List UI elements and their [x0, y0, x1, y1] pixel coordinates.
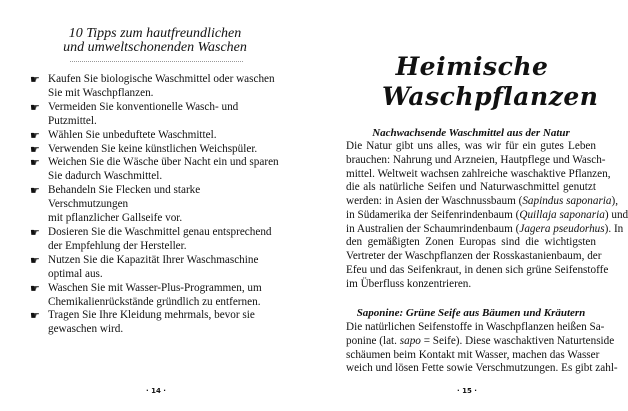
- right-page: [312, 0, 628, 411]
- title-divider: [70, 61, 243, 62]
- page-number-right: · 15 ·: [457, 387, 477, 395]
- section1-subheading: Nachwachsende Waschmittel aus der Natur: [372, 127, 570, 139]
- tip-item: [30, 101, 280, 129]
- tips-list: [30, 73, 280, 337]
- body-line: mittel. Weltweit wachsen zahlreiche waschaktive Pflanzen,: [346, 167, 611, 180]
- tip-text-line: Nutzen Sie die Kapazität Ihrer Waschmaschine: [48, 253, 259, 266]
- latin-name: Sapindus saponaria: [522, 195, 612, 207]
- tip-text-line: Weichen Sie die Wäsche über Nacht ein und sparen: [48, 156, 279, 169]
- tip-text-line: der Empfehlung der Hersteller.: [48, 239, 187, 252]
- tips-title-line2: und umweltschonenden Waschen: [63, 40, 247, 55]
- body-text: in Südamerika der Seifenrindenbaum (: [346, 208, 520, 221]
- tips-title: [40, 27, 270, 55]
- chapter-heading-line1: Heimische: [395, 52, 549, 81]
- section2-subheading: Saponine: Grüne Seife aus Bäumen und Kräutern: [356, 307, 586, 319]
- pointing-hand-icon: ☛: [30, 225, 40, 239]
- pointing-hand-icon: ☛: [30, 100, 40, 114]
- tip-item: [30, 226, 280, 254]
- tip-text-line: Sie dadurch Waschmittel.: [48, 170, 163, 183]
- tip-item: [30, 184, 280, 226]
- body-line: weich und lösen Fette sowie Verschmutzungen. Es gibt zahl-: [346, 362, 618, 375]
- pointing-hand-icon: ☛: [30, 142, 40, 156]
- tip-item: [30, 156, 280, 184]
- left-page: [0, 0, 312, 411]
- body-line: die als natürliche Seifen und Naturwaschmittel genutzt: [346, 181, 596, 194]
- tip-item: [30, 129, 280, 143]
- latin-name: Jagera pseudorhus: [519, 222, 605, 235]
- pointing-hand-icon: ☛: [30, 156, 40, 170]
- body-line: den gemäßigten Zonen Europas sind die wichtigsten: [346, 236, 596, 249]
- tip-text-line: Wählen Sie unbeduftete Waschmittel.: [48, 128, 217, 141]
- latin-name: sapo: [399, 334, 421, 347]
- body-text: = Seife). Diese waschaktiven Naturtenside: [420, 334, 615, 347]
- tip-text-line: Sie mit Waschpflanzen.: [48, 86, 154, 99]
- body-line: Vertreter der Waschpflanzen der Rosskastanienbaum, der: [346, 250, 602, 262]
- tip-item: [30, 254, 280, 282]
- pointing-hand-icon: ☛: [30, 73, 40, 86]
- body-text: ). In: [604, 222, 624, 235]
- body-line: brauchen: Nahrung und Arzneien, Hautpflege und Wasch-: [346, 153, 606, 166]
- body-line: Die Natur gibt uns alles, was wir für ein gutes Leben: [346, 140, 596, 152]
- tip-text-line: gewaschen wird.: [48, 323, 124, 336]
- tip-item: [30, 309, 280, 337]
- body-line: [346, 195, 619, 209]
- body-line: [346, 334, 615, 349]
- tip-text-line: Tragen Sie Ihre Kleidung mehrmals, bevor sie: [48, 309, 255, 322]
- pointing-hand-icon: ☛: [30, 128, 40, 142]
- chapter-heading: [382, 52, 599, 112]
- section1-body: [346, 140, 628, 291]
- body-text: ponine (lat.: [346, 334, 400, 347]
- body-text: ) und: [604, 208, 628, 221]
- body-line: Die natürlichen Seifenstoffe in Waschpflanzen heißen Sa-: [346, 321, 605, 333]
- tip-text-line: Vermeiden Sie konventionelle Wasch- und Putzmittel.: [48, 100, 239, 127]
- tips-title-line1: 10 Tipps zum hautfreundlichen: [68, 26, 242, 41]
- body-text: ),: [611, 195, 619, 207]
- body-text: werden: in Asien der Waschnussbaum (: [346, 195, 523, 207]
- tip-text-line: Waschen Sie mit Wasser-Plus-Programmen, um: [48, 281, 262, 294]
- tip-text-line: mit pflanzlicher Gallseife vor.: [48, 212, 183, 225]
- pointing-hand-icon: ☛: [30, 281, 40, 295]
- tip-text-line: Behandeln Sie Flecken und starke Verschmutzungen: [48, 184, 201, 211]
- tip-text-line: optimal aus.: [48, 267, 103, 280]
- latin-name: Quillaja saponaria: [519, 208, 605, 221]
- body-text: in Australien der Schaumrindenbaum (: [346, 222, 520, 235]
- pointing-hand-icon: ☛: [30, 309, 40, 323]
- body-line: [346, 208, 628, 223]
- body-line: Efeu und das Seifenkraut, in denen sich grüne Seifenstoffe: [346, 263, 609, 276]
- body-line: schäumen beim Kontakt mit Wasser, machen das Wasser: [346, 348, 600, 361]
- tip-item: [30, 143, 280, 157]
- tip-text-line: Chemikalienrückstände gründlich zu entfernen.: [48, 295, 261, 308]
- body-line: [346, 222, 624, 237]
- tip-text-line: Kaufen Sie biologische Waschmittel oder waschen: [48, 73, 275, 85]
- tip-text-line: Verwenden Sie keine künstlichen Weichspüler.: [48, 142, 258, 155]
- chapter-heading-line2: Waschpflanzen: [382, 82, 599, 111]
- tip-item: [30, 282, 280, 310]
- body-line: im Überfluss konzentrieren.: [346, 277, 472, 290]
- pointing-hand-icon: ☛: [30, 253, 40, 267]
- page-number-left: · 14 ·: [146, 387, 166, 395]
- tip-text-line: Dosieren Sie die Waschmittel genau entsprechend: [48, 225, 272, 238]
- tip-item: [30, 73, 280, 101]
- section2-body: [346, 321, 618, 376]
- pointing-hand-icon: ☛: [30, 184, 40, 198]
